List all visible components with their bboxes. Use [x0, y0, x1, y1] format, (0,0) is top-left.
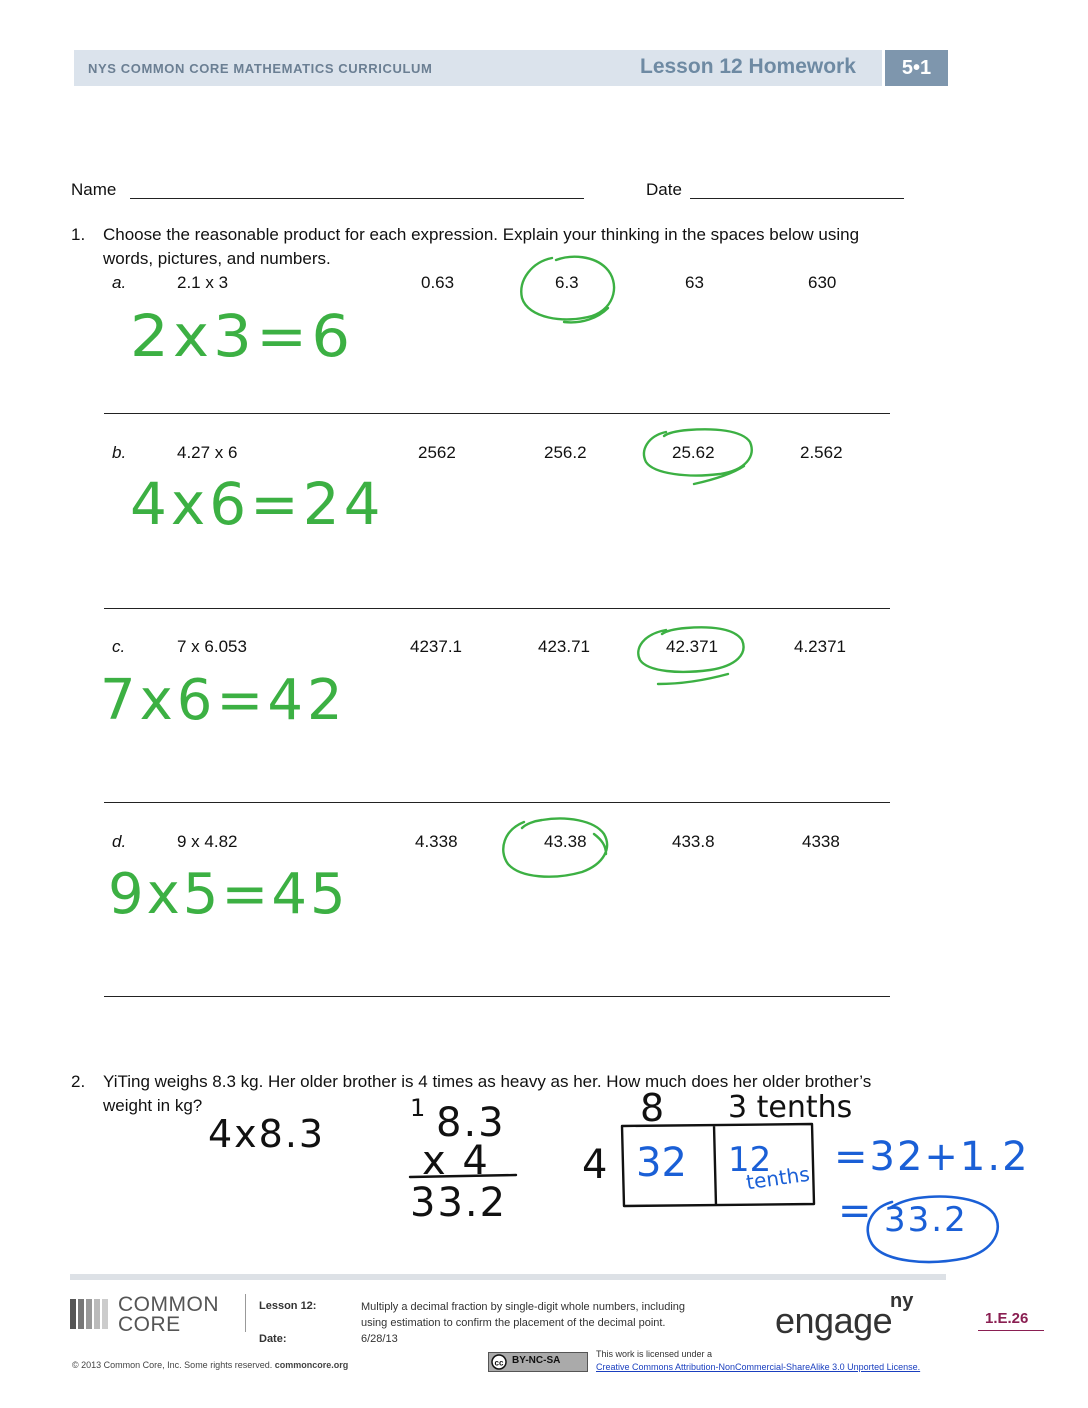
logo-line1: COMMON: [118, 1293, 219, 1316]
part-a-work: 2x3=6: [130, 302, 355, 370]
part-b-line: [104, 608, 890, 609]
svg-text:cc: cc: [494, 1358, 504, 1368]
part-a-choice: 63: [685, 273, 704, 292]
problem-2-answer-equals: =: [838, 1188, 872, 1234]
area-cell-2: 12: [728, 1140, 772, 1180]
cc-icon: [491, 1354, 507, 1370]
footer-rule: [70, 1274, 946, 1280]
problem-2-number: 2.: [71, 1072, 86, 1091]
problem-2-top-number: 8.3: [436, 1100, 506, 1146]
part-a-expression: 2.1 x 3: [177, 273, 229, 292]
footer-date-label: Date:: [259, 1333, 287, 1345]
part-d-choice: 433.8: [672, 832, 715, 851]
part-d-expression: 9 x 4.82: [177, 832, 238, 851]
copyright: [72, 1360, 348, 1370]
part-d-choice: 4.338: [415, 832, 458, 851]
name-line: [130, 198, 584, 199]
part-c-letter: c.: [112, 637, 126, 656]
problem-2-prompt-line2: weight in kg?: [103, 1096, 203, 1115]
problem-2-result: 33.2: [410, 1180, 508, 1226]
curriculum-label: NYS COMMON CORE MATHEMATICS CURRICULUM: [88, 61, 433, 76]
part-c-choice: 423.71: [538, 637, 590, 656]
problem-2-prompt-line1: YiTing weighs 8.3 kg. Her older brother is 4 times as heavy as her. How much does her older brother’s: [103, 1072, 872, 1091]
part-d-letter: d.: [112, 832, 127, 851]
part-b-work: 4x6=24: [130, 470, 385, 538]
problem-1-number: 1.: [71, 225, 86, 244]
grade-module-badge: 5•1: [885, 50, 948, 86]
common-core-logo-text: [118, 1295, 219, 1335]
part-c-choice: 4.2371: [794, 637, 846, 656]
part-a-choice: 0.63: [421, 273, 455, 292]
footer-date-value: 6/28/13: [361, 1333, 398, 1345]
part-b-letter: b.: [112, 443, 127, 462]
problem-2-equation: =32+1.2: [834, 1134, 1030, 1180]
part-b-expression: 4.27 x 6: [177, 443, 238, 462]
part-c-choice: 4237.1: [410, 637, 462, 656]
part-a-choice: 630: [808, 273, 837, 292]
engageny-logo: engage: [775, 1300, 893, 1341]
date-label: Date: [646, 180, 682, 199]
problem-2-answer-circle: [858, 1192, 1006, 1270]
part-c-expression: 7 x 6.053: [177, 637, 247, 656]
part-b-choice: 2.562: [800, 443, 843, 462]
page-code: 1.E.26: [985, 1310, 1029, 1327]
part-d-line: [104, 996, 890, 997]
part-c-line: [104, 802, 890, 803]
copyright-text: © 2013 Common Core, Inc. Some rights reserved.: [72, 1360, 273, 1370]
logo-line2: CORE: [118, 1313, 181, 1336]
part-a-answer-circle: [512, 252, 624, 334]
name-label: Name: [71, 180, 117, 199]
part-b-choice: 2562: [418, 443, 456, 462]
engageny-logo-ny: ny: [890, 1290, 914, 1312]
lesson-title: Lesson 12 Homework: [640, 55, 856, 78]
date-line: [690, 198, 904, 199]
problem-2-answer: 33.2: [884, 1200, 968, 1240]
problem-1-prompt-line2: words, pictures, and numbers.: [103, 249, 331, 268]
part-d-choice: 43.38: [544, 832, 587, 851]
part-a-line: [104, 413, 890, 414]
copyright-site: commoncore.org: [274, 1360, 349, 1370]
page-code-underline: [978, 1330, 1044, 1331]
part-c-work: 7x6=42: [100, 668, 347, 733]
problem-1-prompt-line1: Choose the reasonable product for each expression. Explain your thinking in the spaces below using: [103, 225, 860, 244]
area-top-left-label: 8: [640, 1086, 665, 1130]
part-a-letter: a.: [112, 273, 127, 292]
footer-lesson-desc-1: Multiply a decimal fraction by single-digit whole numbers, including: [361, 1301, 686, 1313]
part-b-choice: 25.62: [672, 443, 715, 462]
part-d-work: 9x5=45: [108, 862, 349, 927]
footer-lesson-desc-2: using estimation to confirm the placement of the decimal point.: [361, 1317, 666, 1329]
license-line1: This work is licensed under a: [596, 1349, 713, 1359]
part-d-answer-circle: [494, 812, 618, 884]
problem-2-sum-line: [408, 1172, 520, 1180]
part-c-answer-circle: [630, 622, 754, 688]
area-side-label: 4: [582, 1142, 608, 1188]
part-d-choice: 4338: [802, 832, 840, 851]
part-b-answer-circle: [636, 424, 760, 488]
footer-divider: [245, 1294, 246, 1332]
area-cell-1: 32: [636, 1140, 687, 1186]
part-c-choice: 42.371: [666, 637, 718, 656]
area-top-right-label: 3 tenths: [728, 1090, 853, 1125]
problem-2-carry: 1: [410, 1094, 426, 1122]
license-link[interactable]: Creative Commons Attribution-NonCommercial-ShareAlike 3.0 Unported License.: [596, 1362, 921, 1372]
part-b-choice: 256.2: [544, 443, 587, 462]
problem-2-multiplier: x 4: [422, 1138, 490, 1184]
cc-badge-text: BY-NC-SA: [512, 1355, 561, 1366]
common-core-logo-icon: [70, 1297, 114, 1331]
part-a-choice: 6.3: [555, 273, 579, 292]
footer-lesson-label: Lesson 12:: [259, 1300, 317, 1312]
area-cell-2-unit: tenths: [744, 1161, 812, 1195]
problem-2-expression: 4x8.3: [208, 1112, 326, 1156]
